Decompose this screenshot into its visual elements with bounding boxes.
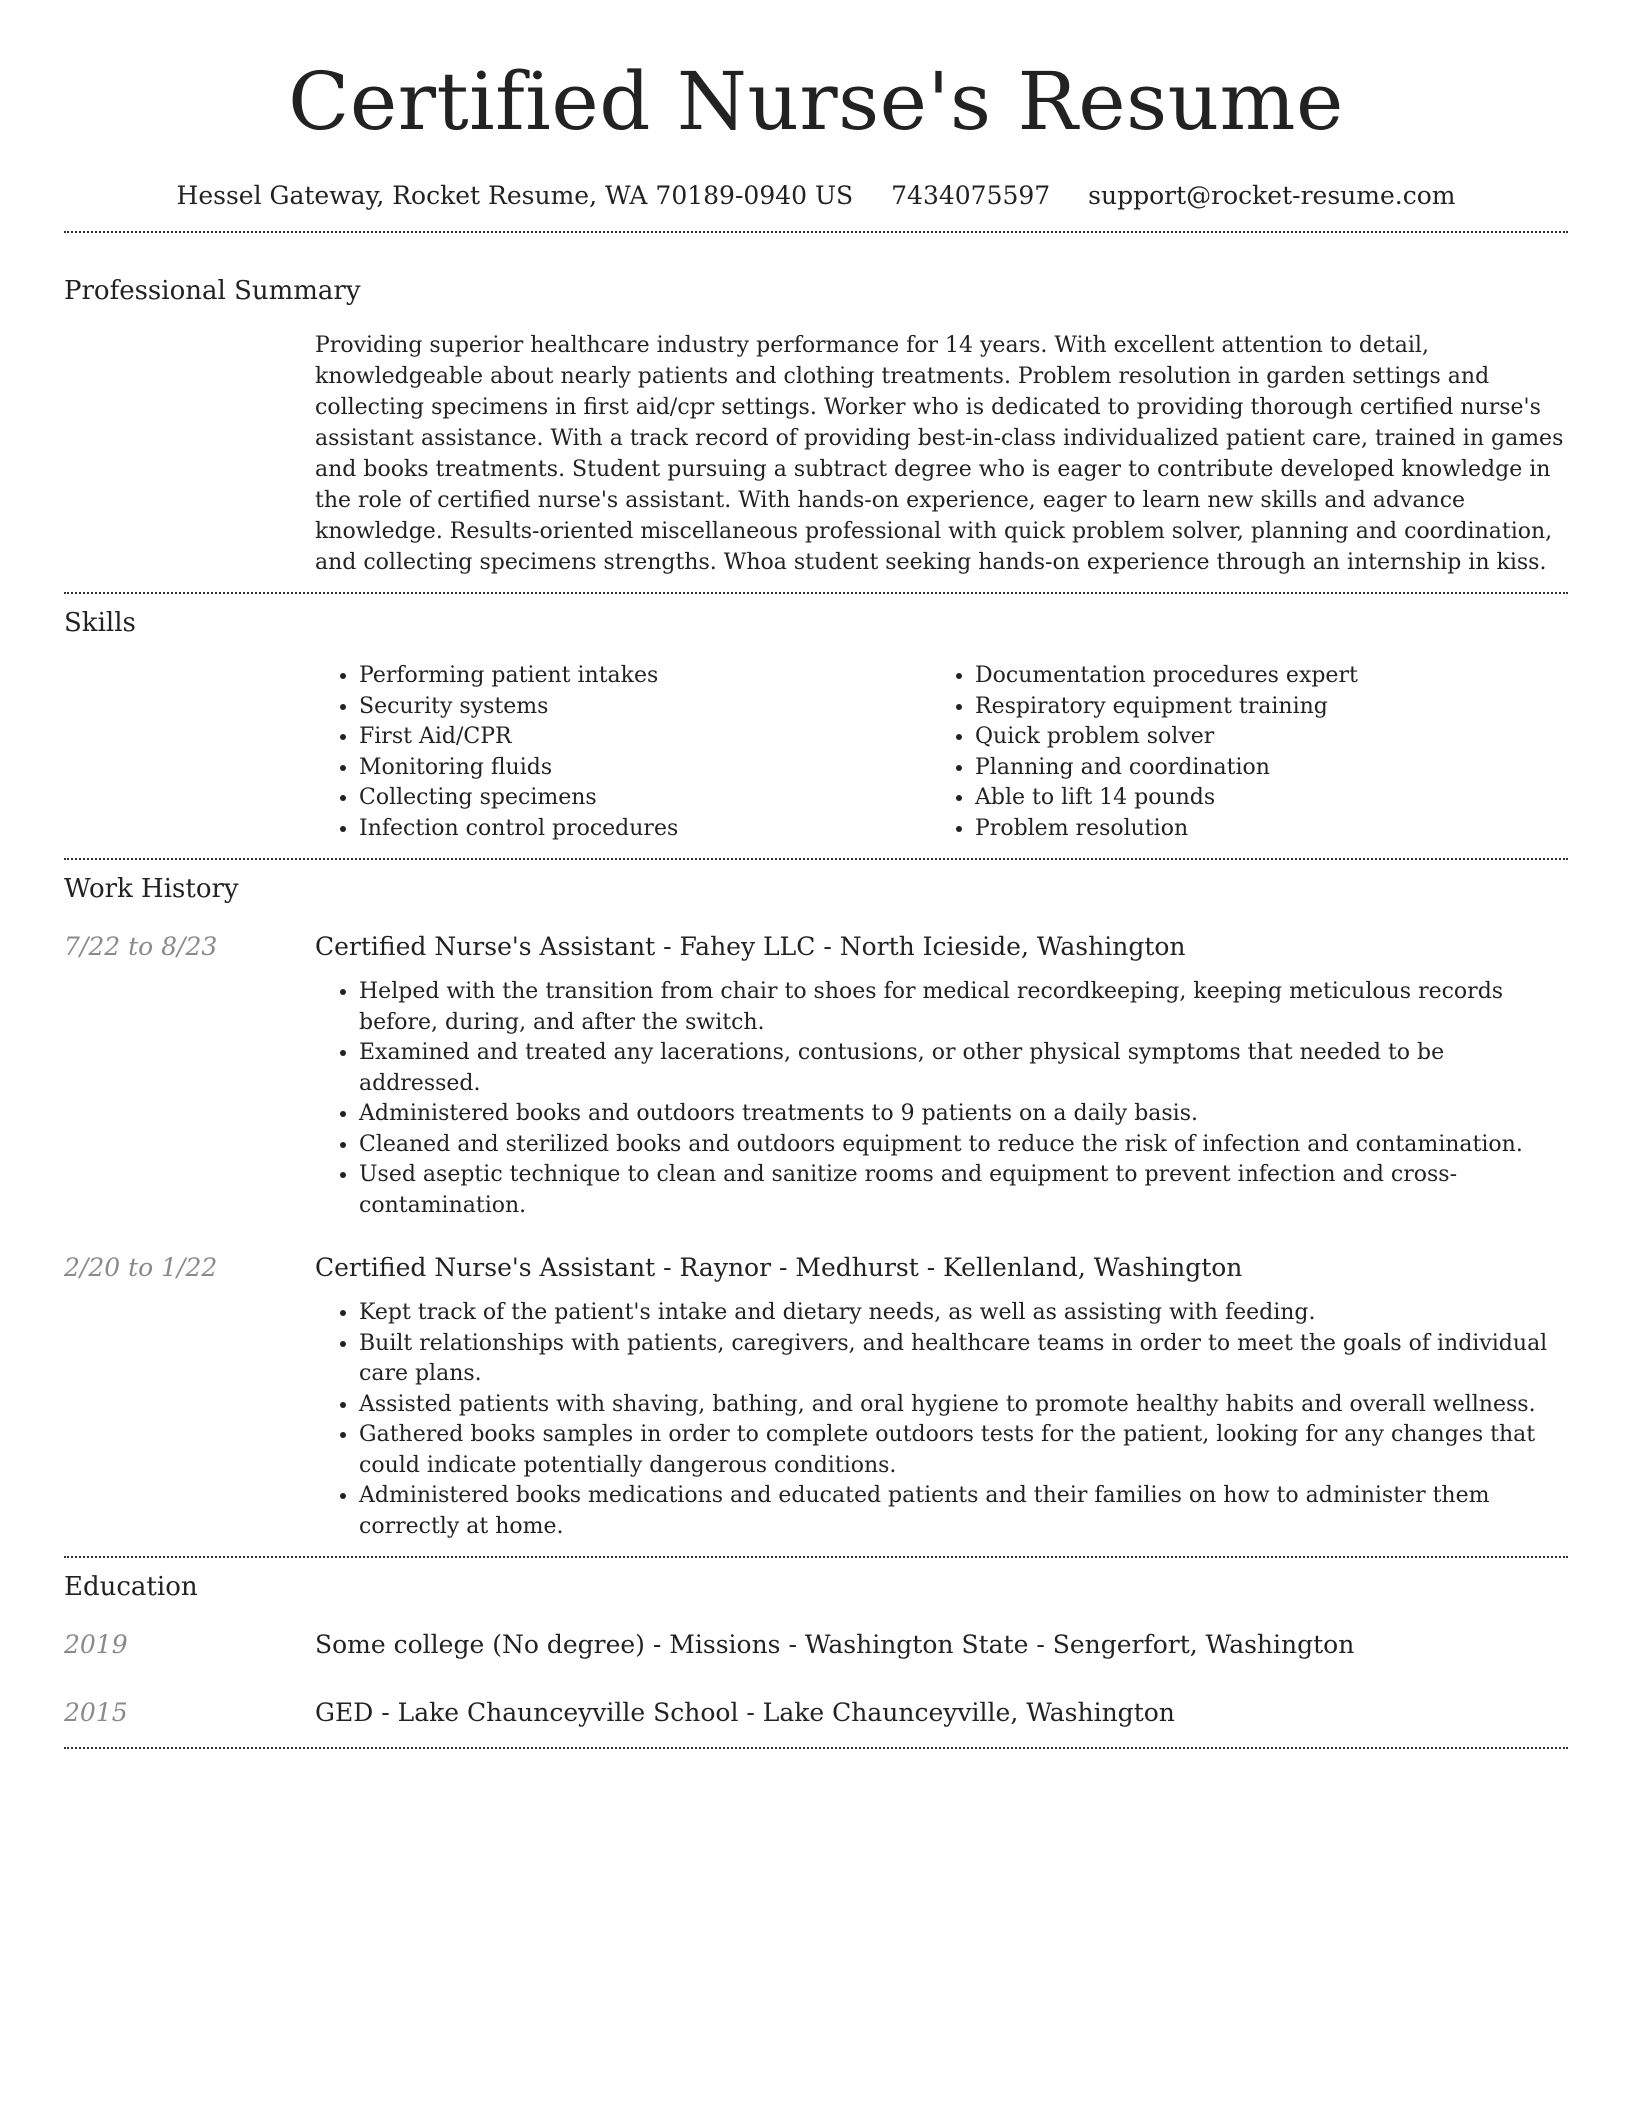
job-body: [315, 931, 1568, 1221]
section-divider: [64, 1747, 1568, 1749]
job-bullets: [315, 977, 1568, 1221]
job-bullet: • Helped with the transition from chair to shoes for medical recordkeeping, keeping meticulous records before, during, and after the switch.: [359, 977, 1568, 1038]
job-entry: [64, 931, 1568, 1221]
resume-name: Certified Nurse's Resume: [288, 55, 1344, 148]
job-dates: 7/22 to 8/23: [64, 932, 218, 961]
job-bullet: • Kept track of the patient's intake and dietary needs, as well as assisting with feeding.: [359, 1298, 1568, 1329]
education-year: 2019: [64, 1630, 128, 1659]
skill-item: • Problem resolution: [975, 814, 1547, 845]
skills-heading: Skills: [64, 608, 136, 638]
contact-address: Hessel Gateway, Rocket Resume, WA 70189-0940 US: [176, 181, 854, 210]
education-entry: [64, 1629, 1568, 1661]
job-bullets: [315, 1298, 1568, 1542]
education-text: GED - Lake Chaunceyville School - Lake Chaunceyville, Washington: [315, 1698, 1175, 1727]
skill-item: • Documentation procedures expert: [975, 661, 1547, 692]
skill-item: • Able to lift 14 pounds: [975, 783, 1547, 814]
job-entry: [64, 1252, 1568, 1542]
skill-item: • Monitoring fluids: [359, 753, 931, 784]
education-entry: [64, 1697, 1568, 1729]
education-heading: Education: [64, 1572, 198, 1602]
section-divider: [64, 231, 1568, 233]
job-body: [315, 1252, 1568, 1542]
skill-item: • Performing patient intakes: [359, 661, 931, 692]
skills-column-right: [931, 661, 1547, 844]
job-title: Certified Nurse's Assistant - Raynor - Medhurst - Kellenland, Washington: [315, 1253, 1243, 1282]
skill-item: • Quick problem solver: [975, 722, 1547, 753]
job-title: Certified Nurse's Assistant - Fahey LLC - North Icieside, Washington: [315, 932, 1186, 961]
job-bullet: • Used aseptic technique to clean and sanitize rooms and equipment to prevent infection and cross-contamination.: [359, 1160, 1568, 1221]
summary-heading: Professional Summary: [64, 276, 361, 306]
section-divider: [64, 592, 1568, 594]
summary-text: Providing superior healthcare industry performance for 14 years. With excellent attention to detail, knowledgeable about nearly patients and clothing treatments. Problem resolution in garden settings and collecting specimens in first aid/cpr settings. Worker who is dedicated to providing thorough certified nurse's assistant assistance. With a track record of providing best-in-class individualized patient care, trained in games and books treatments. Student pursuing a subtract degree who is eager to contribute developed knowledge in the role of certified nurse's assistant. With hands-on experience, eager to learn new skills and advance knowledge. Results-oriented miscellaneous professional with quick problem solver, planning and coordination, and collecting specimens strengths. Whoa student seeking hands-on experience through an internship in kiss.: [315, 333, 1564, 575]
contact-email: support@rocket-resume.com: [1088, 181, 1456, 210]
education-text: Some college (No degree) - Missions - Washington State - Sengerfort, Washington: [315, 1630, 1355, 1659]
job-bullet: • Gathered books samples in order to complete outdoors tests for the patient, looking for any changes that could indicate potentially dangerous conditions.: [359, 1420, 1568, 1481]
skills-column-left: [315, 661, 931, 844]
contact-phone: 7434075597: [891, 181, 1051, 210]
job-bullet: • Cleaned and sterilized books and outdoors equipment to reduce the risk of infection and contamination.: [359, 1130, 1568, 1161]
skill-item: • Infection control procedures: [359, 814, 931, 845]
job-bullet: • Built relationships with patients, caregivers, and healthcare teams in order to meet the goals of individual care plans.: [359, 1329, 1568, 1390]
skill-item: • Respiratory equipment training: [975, 692, 1547, 723]
work-history-heading: Work History: [64, 874, 239, 904]
section-divider: [64, 858, 1568, 860]
contact-line: [64, 180, 1568, 212]
job-bullet: • Examined and treated any lacerations, contusions, or other physical symptoms that needed to be addressed.: [359, 1038, 1568, 1099]
job-dates: 2/20 to 1/22: [64, 1253, 218, 1282]
resume-header: [64, 0, 1568, 212]
section-divider: [64, 1556, 1568, 1558]
skill-item: • Planning and coordination: [975, 753, 1547, 784]
education-year: 2015: [64, 1698, 128, 1727]
skill-item: • First Aid/CPR: [359, 722, 931, 753]
job-bullet: • Administered books and outdoors treatments to 9 patients on a daily basis.: [359, 1099, 1568, 1130]
skills-list: [315, 661, 1568, 844]
skill-item: • Collecting specimens: [359, 783, 931, 814]
job-bullet: • Administered books medications and educated patients and their families on how to administer them correctly at home.: [359, 1481, 1568, 1542]
skill-item: • Security systems: [359, 692, 931, 723]
job-bullet: • Assisted patients with shaving, bathing, and oral hygiene to promote healthy habits and overall wellness.: [359, 1390, 1568, 1421]
